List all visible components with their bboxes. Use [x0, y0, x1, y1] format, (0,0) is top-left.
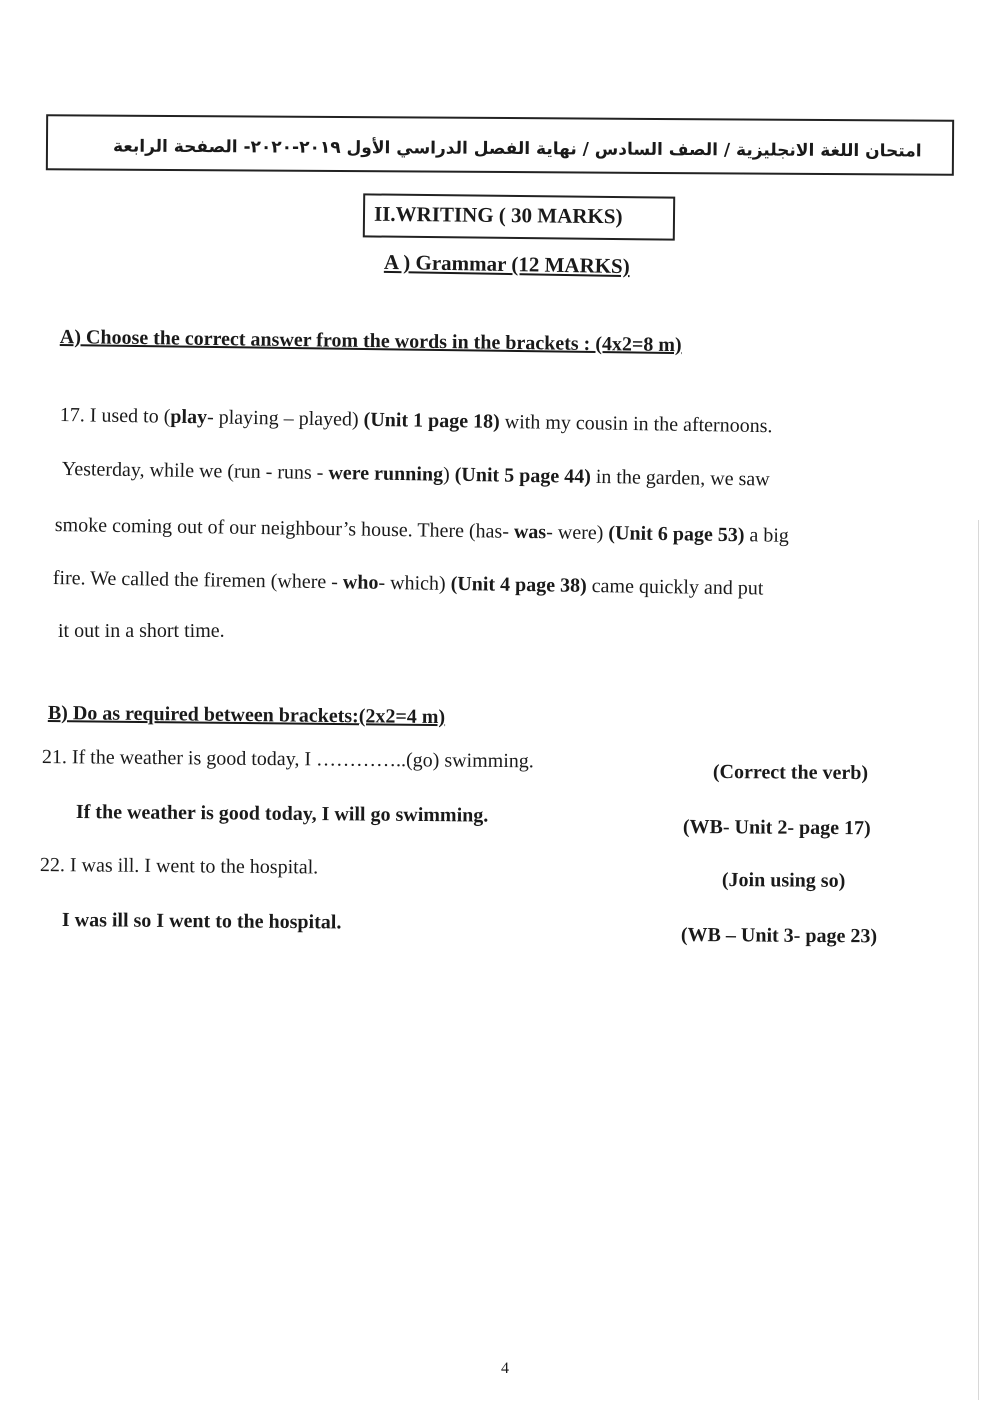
question-22: 22. I was ill. I went to the hospital. [39, 854, 319, 879]
section-title: II.WRITING ( 30 MARKS) [373, 201, 623, 229]
unit-reference: (Unit 4 page 38) [450, 572, 587, 597]
line-text: with my cousin in the afternoons. [499, 410, 773, 438]
unit-reference: (Unit 1 page 18) [363, 408, 500, 433]
line-text: in the garden, we saw [590, 465, 770, 491]
line-text: fire. We called the firemen (where - [52, 567, 344, 594]
question-21-instruction: (Correct the verb) [712, 761, 869, 785]
line-text: a big [744, 524, 790, 547]
line-text: it out in a short time. [58, 620, 225, 642]
paragraph-line [58, 620, 225, 643]
question-21-reference: (WB- Unit 2- page 17) [682, 816, 871, 840]
unit-reference: (Unit 6 page 53) [608, 522, 745, 547]
paragraph-line [55, 514, 789, 548]
unit-reference: (Unit 5 page 44) [454, 463, 591, 488]
line-text: - playing – played) [206, 406, 364, 431]
paragraph-line [60, 404, 773, 438]
answer-word: were running [328, 461, 444, 486]
question-21: 21. If the weather is good today, I …………..(go) swimming. [41, 746, 534, 773]
answer-word: who [342, 571, 379, 594]
part-b-title: B) Do as required between brackets:(2x2=4 m) [47, 702, 446, 729]
answer-word: play [170, 405, 208, 429]
question-22-answer: I was ill so I went to the hospital. [61, 909, 342, 934]
question-22-instruction: (Join using so) [721, 869, 846, 892]
scan-edge [978, 520, 979, 1400]
grammar-title: A ) Grammar (12 MARKS) [383, 249, 630, 279]
line-text: 17. I used to ( [59, 404, 171, 428]
line-text: Yesterday, while we (run - runs - [61, 458, 329, 484]
line-text: smoke coming out of our neighbour’s house. There (has- [54, 514, 515, 543]
paragraph-line [53, 567, 764, 601]
line-text: ) [442, 463, 455, 486]
answer-word: was [513, 520, 547, 544]
part-a-title: A) Choose the correct answer from the words in the brackets : (4x2=8 m) [59, 326, 682, 357]
question-21-answer: If the weather is good today, I will go swimming. [75, 801, 489, 827]
line-text: - which) [378, 571, 451, 595]
page-number: 4 [501, 1360, 509, 1377]
exam-header: امتحان اللغة الانجليزية / الصف السادس / نهاية الفصل الدراسي الأول ٢٠١٩-٢٠٢٠- الصفحة الرابعة [113, 136, 923, 162]
question-22-reference: (WB – Unit 3- page 23) [680, 924, 878, 948]
line-text: came quickly and put [586, 574, 764, 600]
line-text: - were) [546, 521, 609, 545]
paragraph-line [62, 458, 770, 491]
